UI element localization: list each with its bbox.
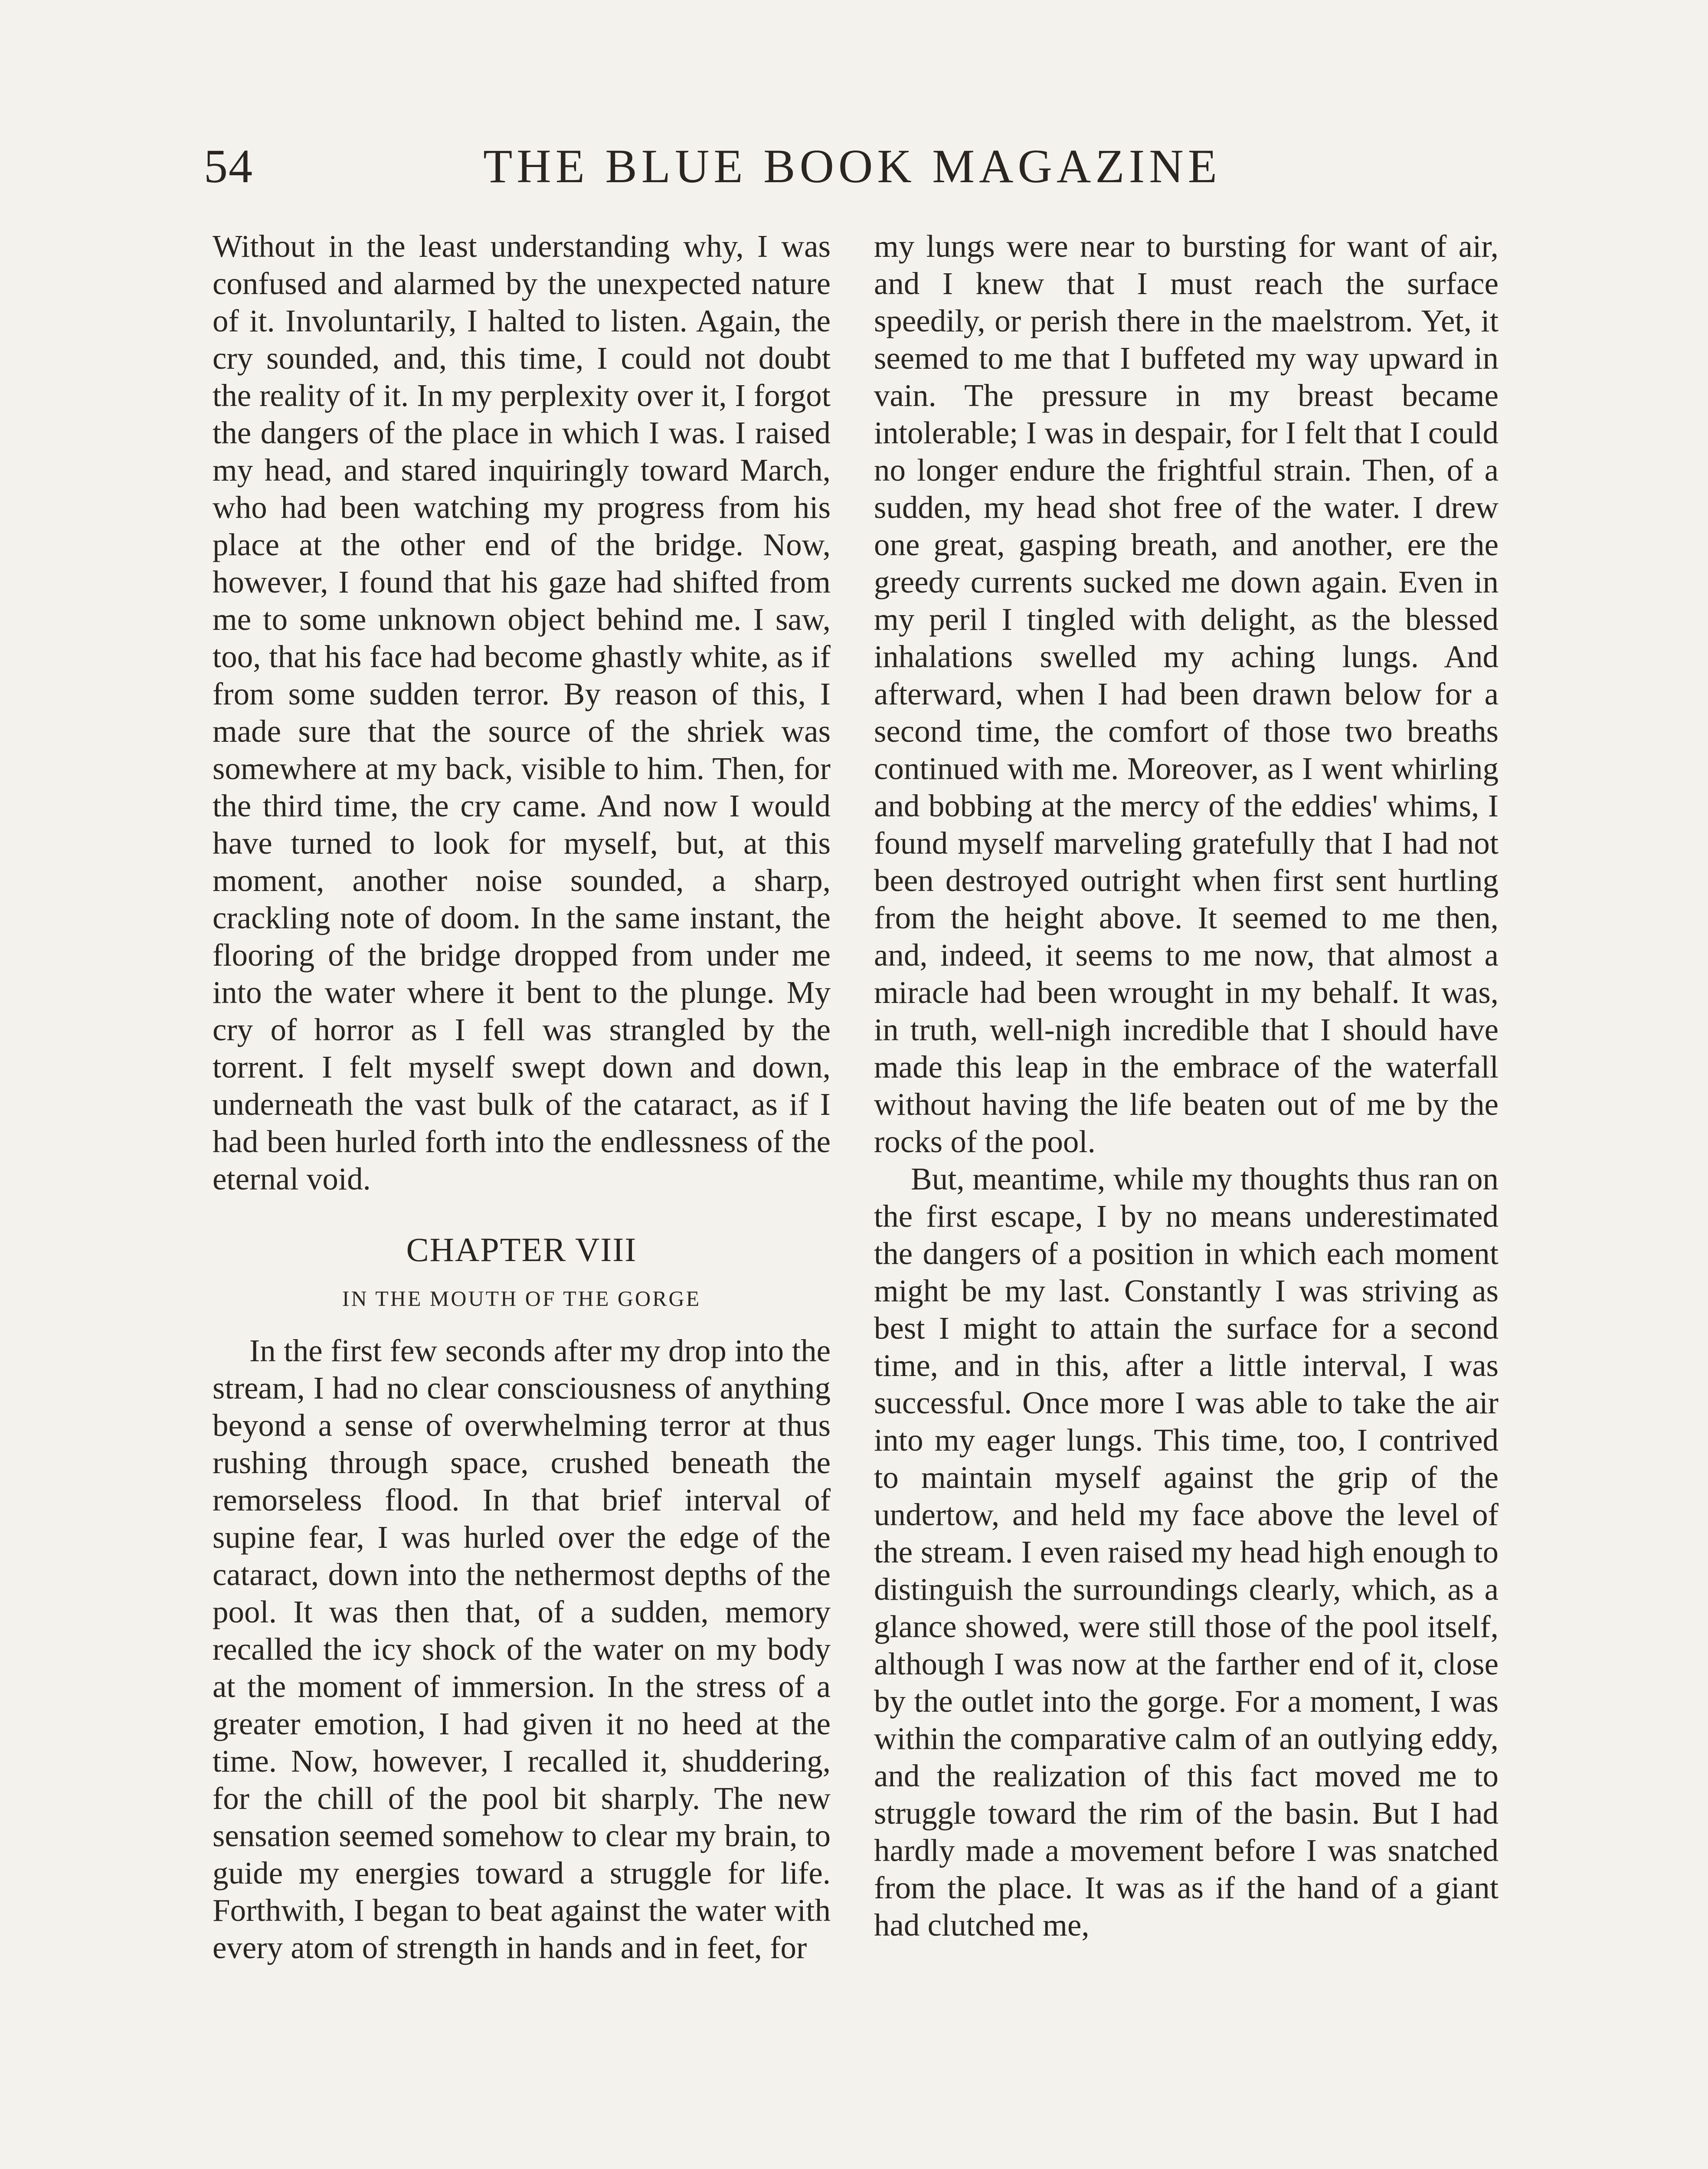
chapter-subtitle: IN THE MOUTH OF THE GORGE: [342, 1286, 701, 1311]
paragraph-1: Without in the least understanding why, I was confused and alarmed by the unexpected nature of it. Involuntarily, I halted to listen. Again, the cry sounded, and, this time, I could not doubt the reality of it. In my perplexity over it, I forgot the dangers of the place in which I was. I raised my head, and stared inquiringly toward March, who had been watching my progress from his place at the other end of the bridge. Now, however, I found that his gaze had shifted from me to some unknown object behind me. I saw, too, that his face had become ghastly white, as if from some sudden terror. By reason of this, I made sure that the source of the shriek was somewhere at my back, visible to him. Then, for the third time, the cry came. And now I would have turned to look for myself, but, at this moment, another noise sounded, a sharp, crackling note of doom. In the same instant, the flooring of the bridge dropped from under me into the water where it bent to the plunge. My cry of horror as I fell was strangled by the torrent. I felt myself swept down and down, underneath the vast bulk of the cataract, as if I had been hurled forth into the endlessness of the eternal void.: [213, 229, 831, 1196]
paragraph-4: But, meantime, while my thoughts thus ran on the first escape, I by no means underestimated the dangers of a position in which each moment might be my last. Constantly I was striving as best I might to attain the surface for a second time, and in this, after a little interval, I was successful. Once more I was able to take the air into my eager lungs. This time, too, I contrived to maintain myself against the grip of the undertow, and held my face above the level of the stream. I even raised my head high enough to distinguish the surroundings clearly, which, as a glance showed, were still those of the pool itself, although I was now at the farther end of it, close by the outlet into the gorge. For a moment, I was within the comparative calm of an outlying eddy, and the realization of this fact moved me to struggle toward the rim of the basin. But I had hardly made a movement before I was snatched from the place. It was as if the hand of a giant had clutched me,: [874, 1161, 1499, 1943]
page-number: 54: [204, 140, 253, 193]
right-column: [874, 228, 1499, 1944]
magazine-title: THE BLUE BOOK MAGAZINE: [483, 140, 1221, 193]
paragraph-3: my lungs were near to bursting for want of air, and I knew that I must reach the surface speedily, or perish there in the maelstrom. Yet, it seemed to me that I buffeted my way upward in vain. The pressure in my breast became intolerable; I was in despair, for I felt that I could no longer endure the frightful strain. Then, of a sudden, my head shot free of the water. I drew one great, gasping breath, and another, ere the greedy currents sucked me down again. Even in my peril I tingled with delight, as the blessed inhalations swelled my aching lungs. And afterward, when I had been drawn below for a second time, the comfort of those two breaths continued with me. Moreover, as I went whirling and bobbing at the mercy of the eddies' whims, I found myself marveling gratefully that I had not been destroyed outright when first sent hurtling from the height above. It seemed to me then, and, indeed, it seems to me now, that almost a miracle had been wrought in my behalf. It was, in truth, well-nigh incredible that I should have made this leap in the embrace of the waterfall without having the life beaten out of me by the rocks of the pool.: [874, 229, 1499, 1159]
paragraph-2: In the first few seconds after my drop into the stream, I had no clear consciousness of anything beyond a sense of overwhelming terror at thus rushing through space, crushed beneath the remorseless flood. In that brief interval of supine fear, I was hurled over the edge of the cataract, down into the nethermost depths of the pool. It was then that, of a sudden, memory recalled the icy shock of the water on my body at the moment of immersion. In the stress of a greater emotion, I had given it no heed at the time. Now, however, I recalled it, shuddering, for the chill of the pool bit sharply. The new sensation seemed somehow to clear my brain, to guide my energies toward a struggle for life. Forthwith, I began to beat against the water with every atom of strength in hands and in feet, for: [213, 1333, 831, 1965]
left-column: [213, 228, 831, 1966]
chapter-title: CHAPTER VIII: [406, 1231, 637, 1268]
page-header: [204, 138, 1501, 194]
